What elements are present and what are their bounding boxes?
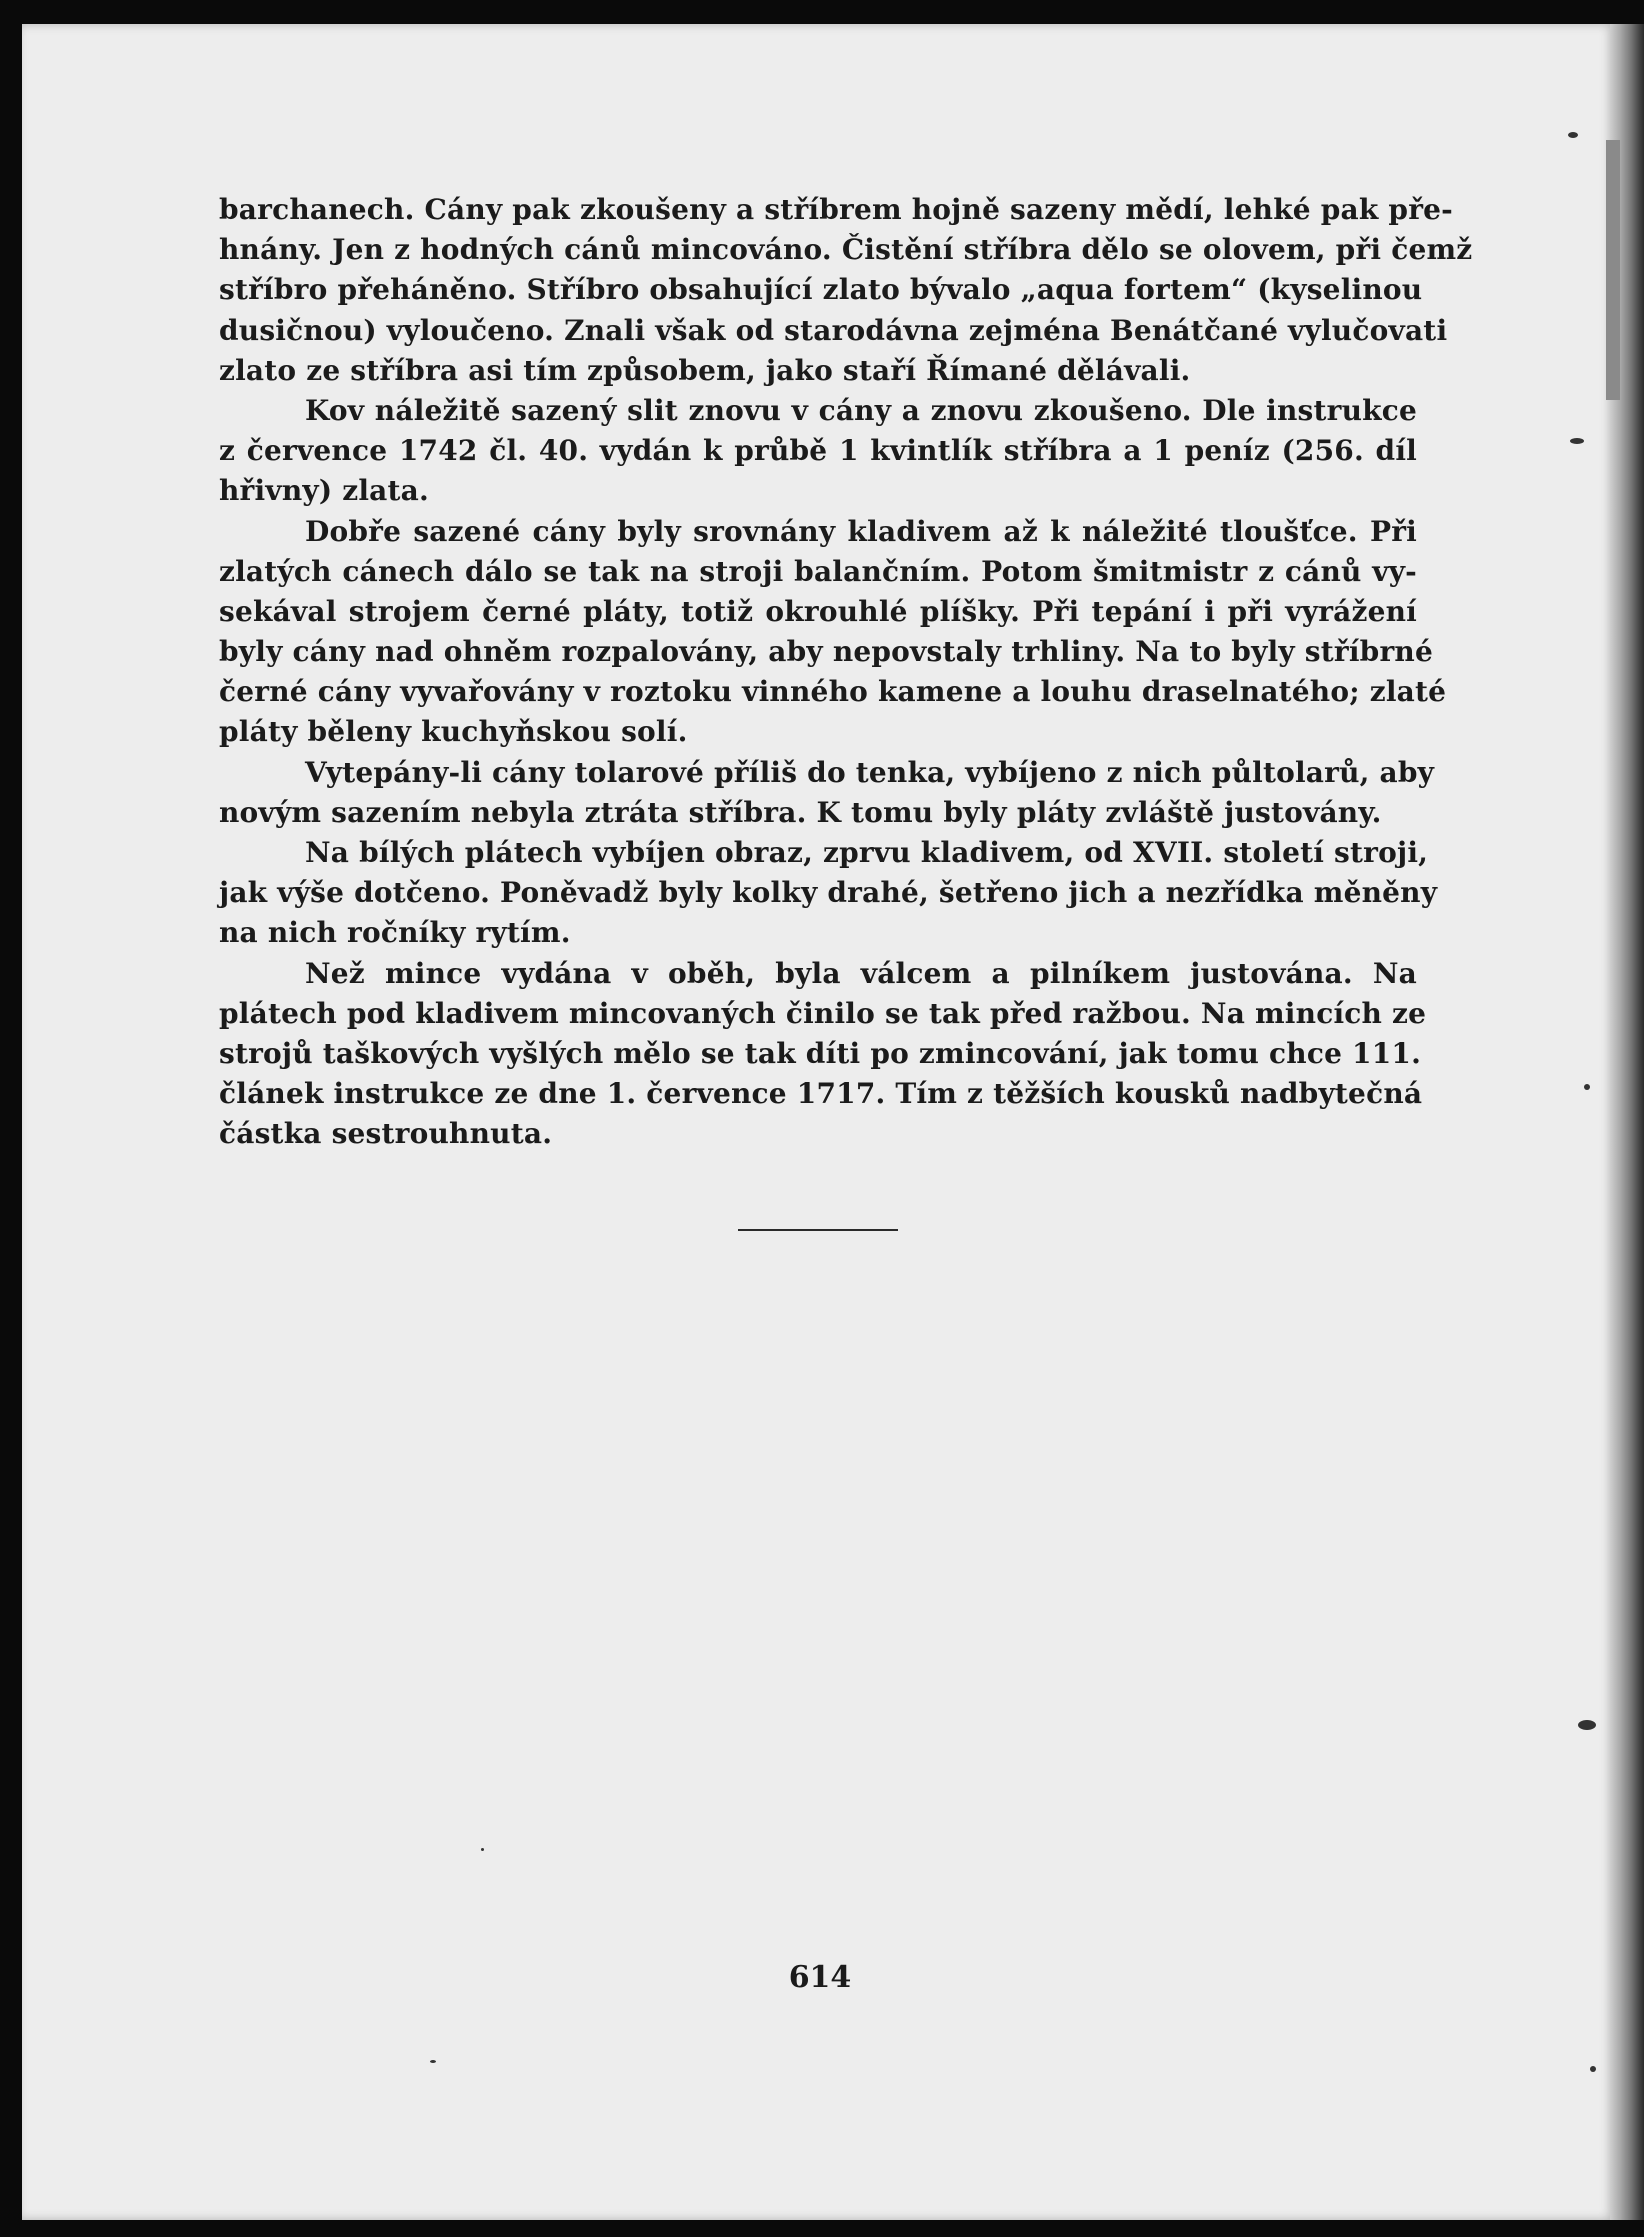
- section-divider: [738, 1229, 898, 1231]
- text-line: strojů taškových vyšlých mělo se tak díti po zmincování, jak tomu chce 111.: [219, 1036, 1422, 1070]
- text-line: pláty běleny kuchyňskou solí.: [219, 715, 688, 749]
- paragraph-start-line: Než mince vydána v oběh, byla válcem a pilníkem justována. Na: [305, 956, 1417, 990]
- text-line: hřivny) zlata.: [219, 474, 429, 508]
- scan-speck: [481, 1848, 484, 1851]
- text-line: plátech pod kladivem mincovaných činilo se tak před ražbou. Na mincích ze: [219, 996, 1427, 1030]
- text-line: hnány. Jen z hodných cánů mincováno. Čistění stříbra dělo se olovem, při čemž: [219, 233, 1473, 267]
- page-number: 614: [788, 1960, 852, 1995]
- scan-speck: [1590, 2066, 1596, 2072]
- text-line: barchanech. Cány pak zkoušeny a stříbrem hojně sazeny mědí, lehké pak pře-: [219, 193, 1453, 226]
- paragraph-start-line: Dobře sazené cány byly srovnány kladivem až k náležité tloušťce. Při: [305, 514, 1417, 548]
- text-line: byly cány nad ohněm rozpalovány, aby nepovstaly trhliny. Na to byly stříbrné: [219, 635, 1433, 669]
- text-line: zlatých cánech dálo se tak na stroji balančním. Potom šmitmistr z cánů vy-: [219, 554, 1417, 588]
- text-line: novým sazením nebyla ztráta stříbra. K tomu byly pláty zvláště justovány.: [219, 795, 1382, 829]
- text-line: černé cány vyvařovány v roztoku vinného kamene a louhu draselnatého; zlaté: [219, 675, 1447, 709]
- scan-speck: [1570, 438, 1584, 444]
- body-text: [219, 190, 1473, 1155]
- text-line: sekával strojem černé pláty, totiž okrouhlé plíšky. Při tepání i při vyrážení: [219, 594, 1417, 628]
- scan-speck: [1568, 132, 1578, 138]
- text-line: zlato ze stříbra asi tím způsobem, jako staří Římané dělávali.: [219, 353, 1191, 387]
- binding-strip: [1606, 140, 1620, 400]
- text-line: jak výše dotčeno. Poněvadž byly kolky drahé, šetřeno jich a nezřídka měněny: [219, 876, 1438, 910]
- paragraph-start-line: Kov náležitě sazený slit znovu v cány a znovu zkoušeno. Dle instrukce: [305, 393, 1417, 427]
- text-line: z července 1742 čl. 40. vydán k průbě 1 kvintlík stříbra a 1 peníz (256. díl: [219, 434, 1417, 468]
- text-line: dusičnou) vyloučeno. Znali však od starodávna zejména Benátčané vylučovati: [219, 313, 1448, 347]
- text-line: stříbro přeháněno. Stříbro obsahující zlato bývalo „aqua fortem“ (kyselinou: [219, 273, 1423, 307]
- paragraph-start-line: Na bílých plátech vybíjen obraz, zprvu kladivem, od XVII. století stroji,: [305, 836, 1429, 869]
- scan-speck: [1584, 1084, 1590, 1090]
- text-line: článek instrukce ze dne 1. července 1717. Tím z těžších kousků nadbytečná: [219, 1077, 1423, 1111]
- text-line: na nich ročníky rytím.: [219, 916, 571, 950]
- paragraph-start-line: Vytepány-li cány tolarové příliš do tenka, vybíjeno z nich půltolarů, aby: [305, 755, 1435, 789]
- scan-speck: [430, 2060, 436, 2063]
- scan-speck: [1578, 1720, 1596, 1730]
- text-line: částka sestrouhnuta.: [219, 1117, 553, 1151]
